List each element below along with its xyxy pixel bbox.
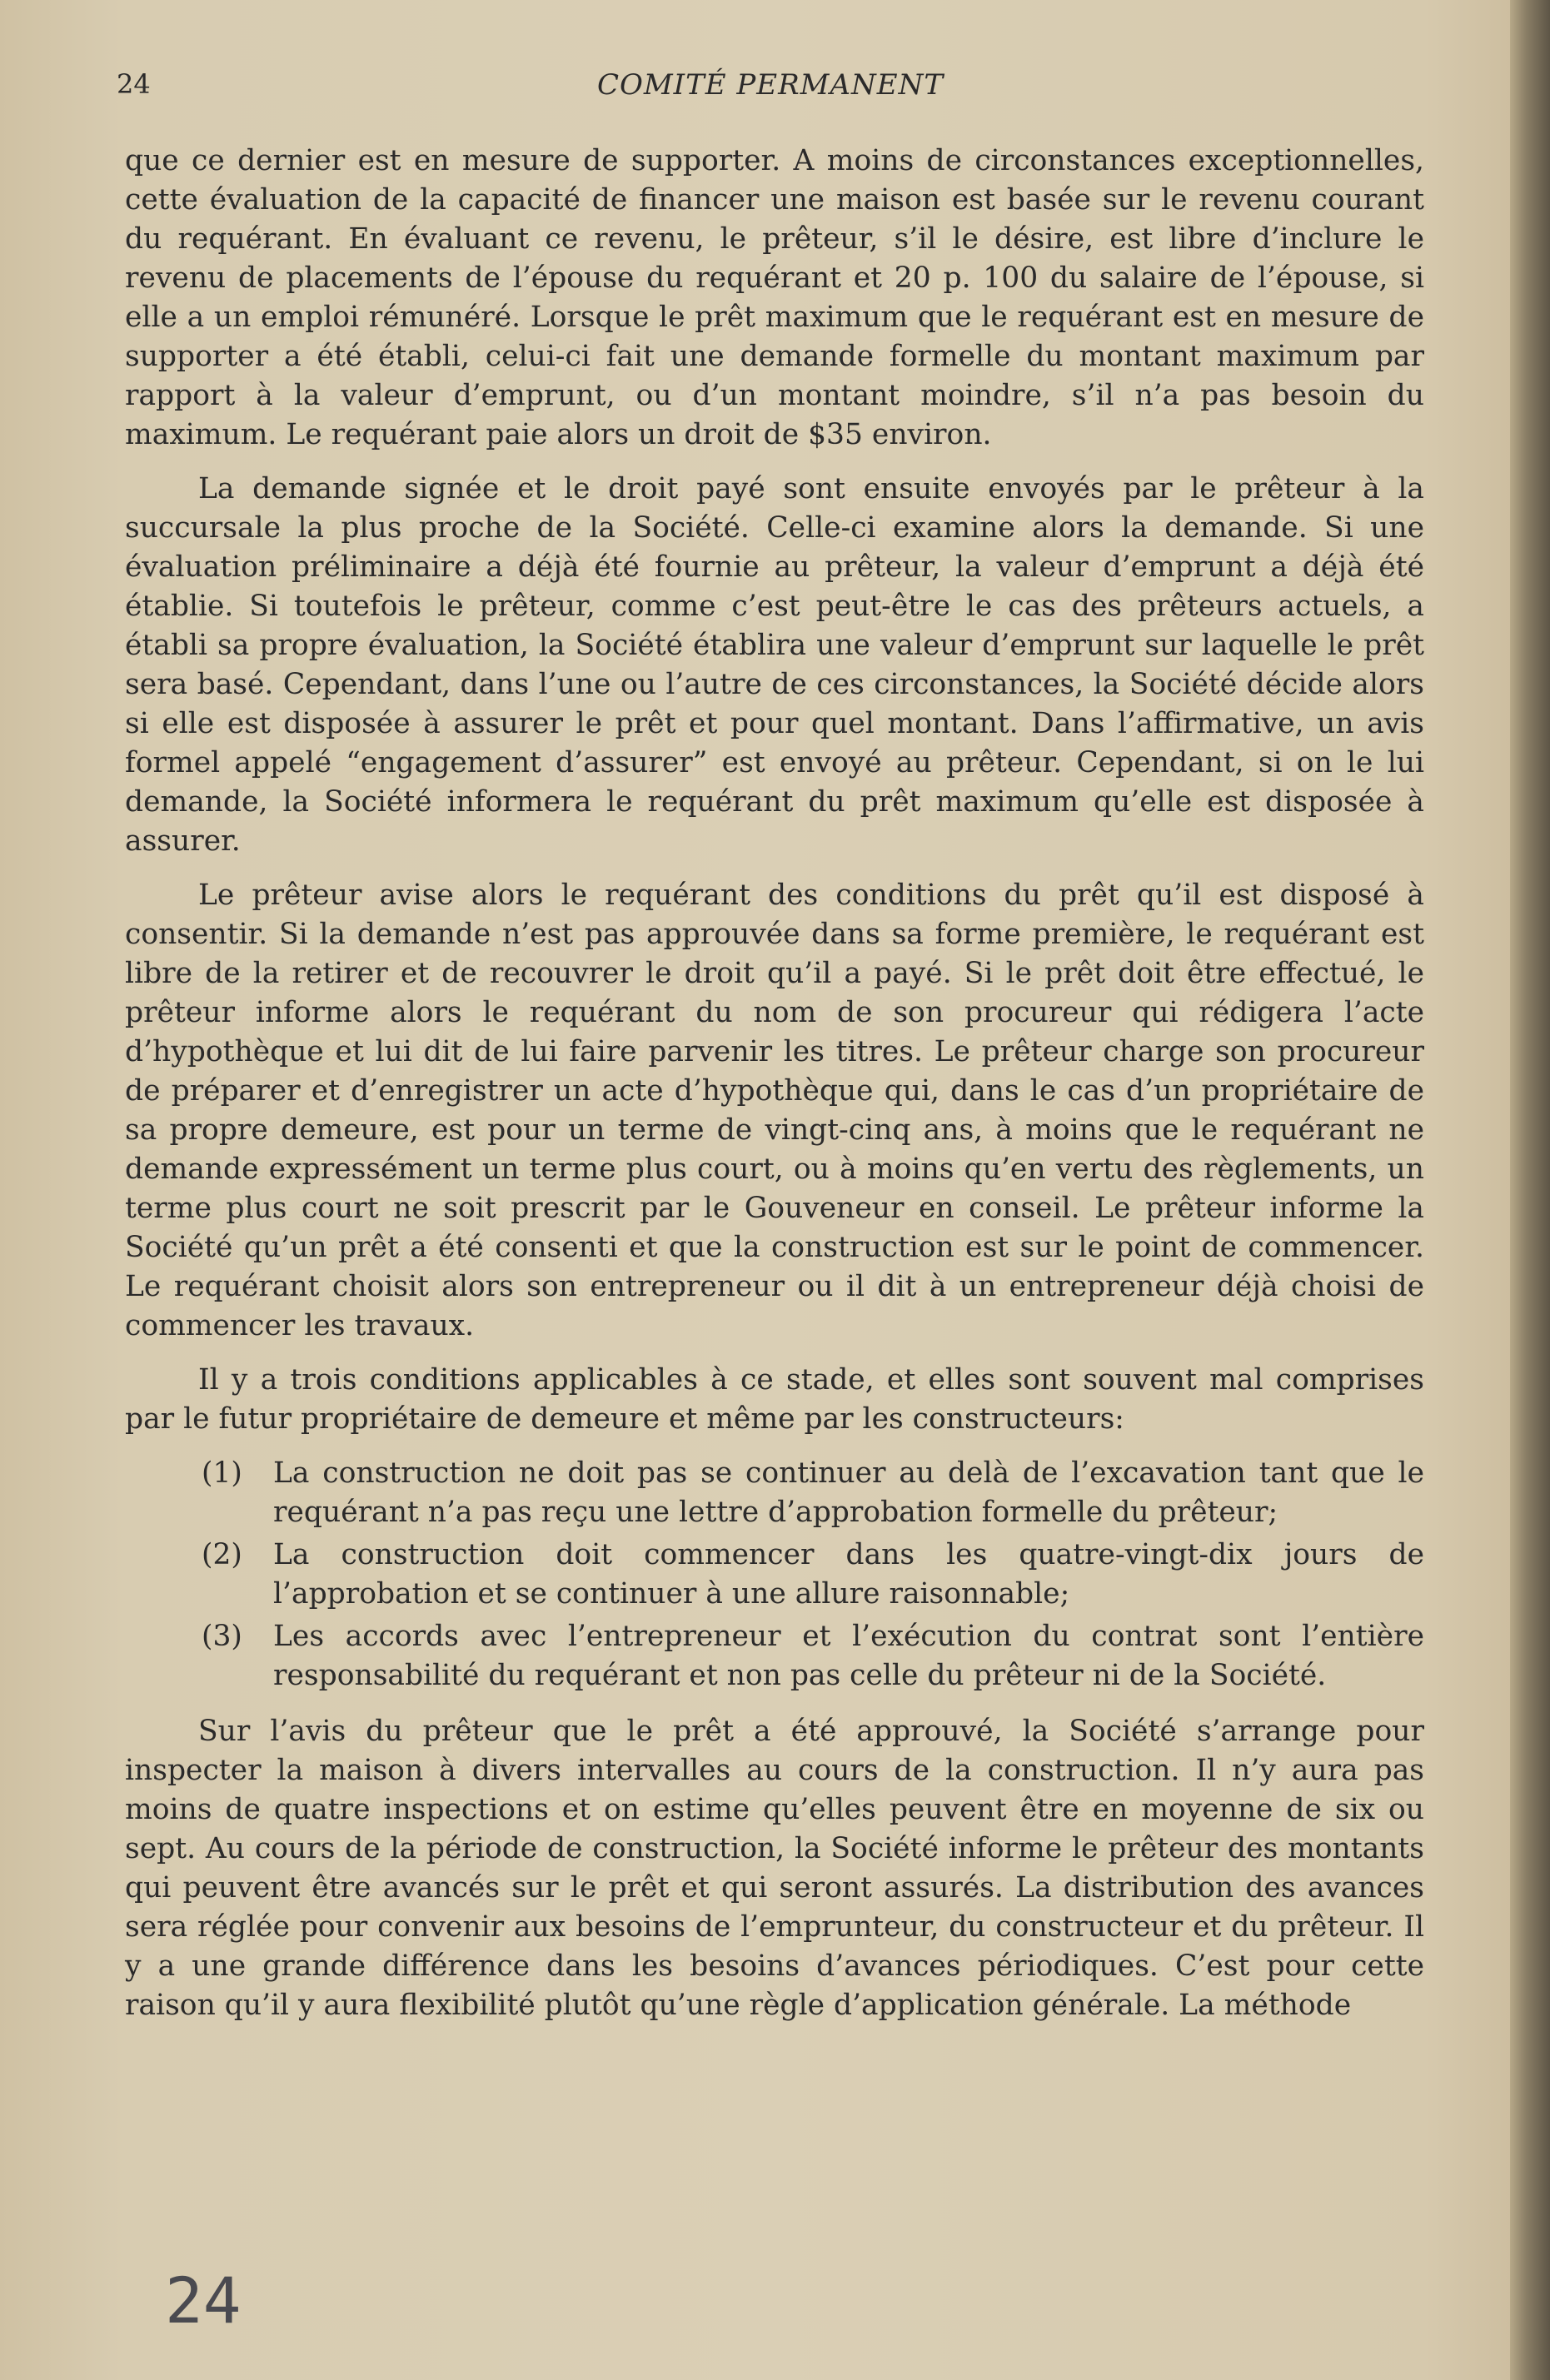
page-edge-shadow [1510, 0, 1550, 2380]
condition-text: La construction doit commencer dans les quatre-vingt-dix jours de l’approbation et se continuer à une allure raisonnable; [273, 1538, 1424, 1611]
condition-item [125, 1454, 1424, 1532]
condition-number: (2) [202, 1538, 242, 1571]
body-text [125, 142, 1424, 2040]
condition-text: La construction ne doit pas se continuer au delà de l’excavation tant que le requérant n’a pas reçu une lettre d’approbation formelle du prêteur; [273, 1456, 1424, 1529]
page-header [117, 68, 1424, 110]
conditions-list [125, 1454, 1424, 1695]
page-number-top: 24 [117, 68, 151, 100]
running-title: COMITÉ PERMANENT [596, 68, 944, 102]
paragraph: Il y a trois conditions applicables à ce stade, et elles sont souvent mal comprises par le futur propriétaire de demeure et même par les constructeurs: [125, 1363, 1424, 1436]
paragraph: Sur l’avis du prêteur que le prêt a été approuvé, la Société s’arrange pour inspecter la maison à divers intervalles au cours de la construction. Il n’y aura pas moins de quatre inspections et on estime qu’elles peuvent être en moyenne de six ou sept. Au cours de la période de construction, la Société informe le prêteur des montants qui peuvent être avancés sur le prêt et qui seront assurés. La distribution des avances sera réglée pour convenir aux besoins de l’emprunteur, du constructeur et du prêteur. Il y a une grande différence dans les besoins d’avances périodiques. C’est pour cette raison qu’il y aura flexibilité plutôt qu’une règle d’application générale. La méthode [125, 1715, 1424, 2022]
condition-item [125, 1536, 1424, 1614]
condition-text: Les accords avec l’entrepreneur et l’exécution du contrat sont l’entière responsabilité du requérant et non pas celle du prêteur ni de la Société. [273, 1620, 1424, 1692]
paragraph: que ce dernier est en mesure de supporter. A moins de circonstances exceptionnelles, cette évaluation de la capacité de financer une maison est basée sur le revenu courant du requérant. En évaluant ce revenu, le prêteur, s’il le désire, est libre d’inclure le revenu de placements de l’épouse du requérant et 20 p. 100 du salaire de l’épouse, si elle a un emploi rémunéré. Lorsque le prêt maximum que le requérant est en mesure de supporter a été établi, celui-ci fait une demande formelle du montant maximum par rapport à la valeur d’emprunt, ou d’un montant moindre, s’il n’a pas besoin du maximum. Le requérant paie alors un droit de $35 environ. [125, 144, 1424, 451]
condition-number: (1) [202, 1456, 242, 1490]
paragraph: La demande signée et le droit payé sont ensuite envoyés par le prêteur à la succursale la plus proche de la Société. Celle-ci examine alors la demande. Si une évaluation préliminaire a déjà été fournie au prêteur, la valeur d’emprunt a déjà été établie. Si toutefois le prêteur, comme c’est peut-être le cas des prêteurs actuels, a établi sa propre évaluation, la Société établira une valeur d’emprunt sur laquelle le prêt sera basé. Cependant, dans l’une ou l’autre de ces circonstances, la Société décide alors si elle est disposée à assurer le prêt et pour quel montant. Dans l’affirmative, un avis formel appelé “engagement d’assurer” est envoyé au prêteur. Cependant, si on le lui demande, la Société informera le requérant du prêt maximum qu’elle est disposée à assurer. [125, 472, 1424, 858]
page-number-bottom: 24 [165, 2263, 242, 2338]
paragraph: Le prêteur avise alors le requérant des conditions du prêt qu’il est disposé à consentir. Si la demande n’est pas approuvée dans sa forme première, le requérant est libre de la retirer et de recouvrer le droit qu’il a payé. Si le prêt doit être effectué, le prêteur informe alors le requérant du nom de son procureur qui rédigera l’acte d’hypothèque et lui dit de lui faire parvenir les titres. Le prêteur charge son procureur de préparer et d’enregistrer un acte d’hypothèque qui, dans le cas d’un propriétaire de sa propre demeure, est pour un terme de vingt-cinq ans, à moins que le requérant ne demande expressément un terme plus court, ou à moins qu’en vertu des règlements, un terme plus court ne soit prescrit par le Gouveneur en conseil. Le prêteur informe la Société qu’un prêt a été consenti et que la construction est sur le point de commencer. Le requérant choisit alors son entrepreneur ou il dit à un entrepreneur déjà choisi de commencer les travaux. [125, 879, 1424, 1342]
condition-number: (3) [202, 1620, 242, 1653]
condition-item [125, 1617, 1424, 1695]
